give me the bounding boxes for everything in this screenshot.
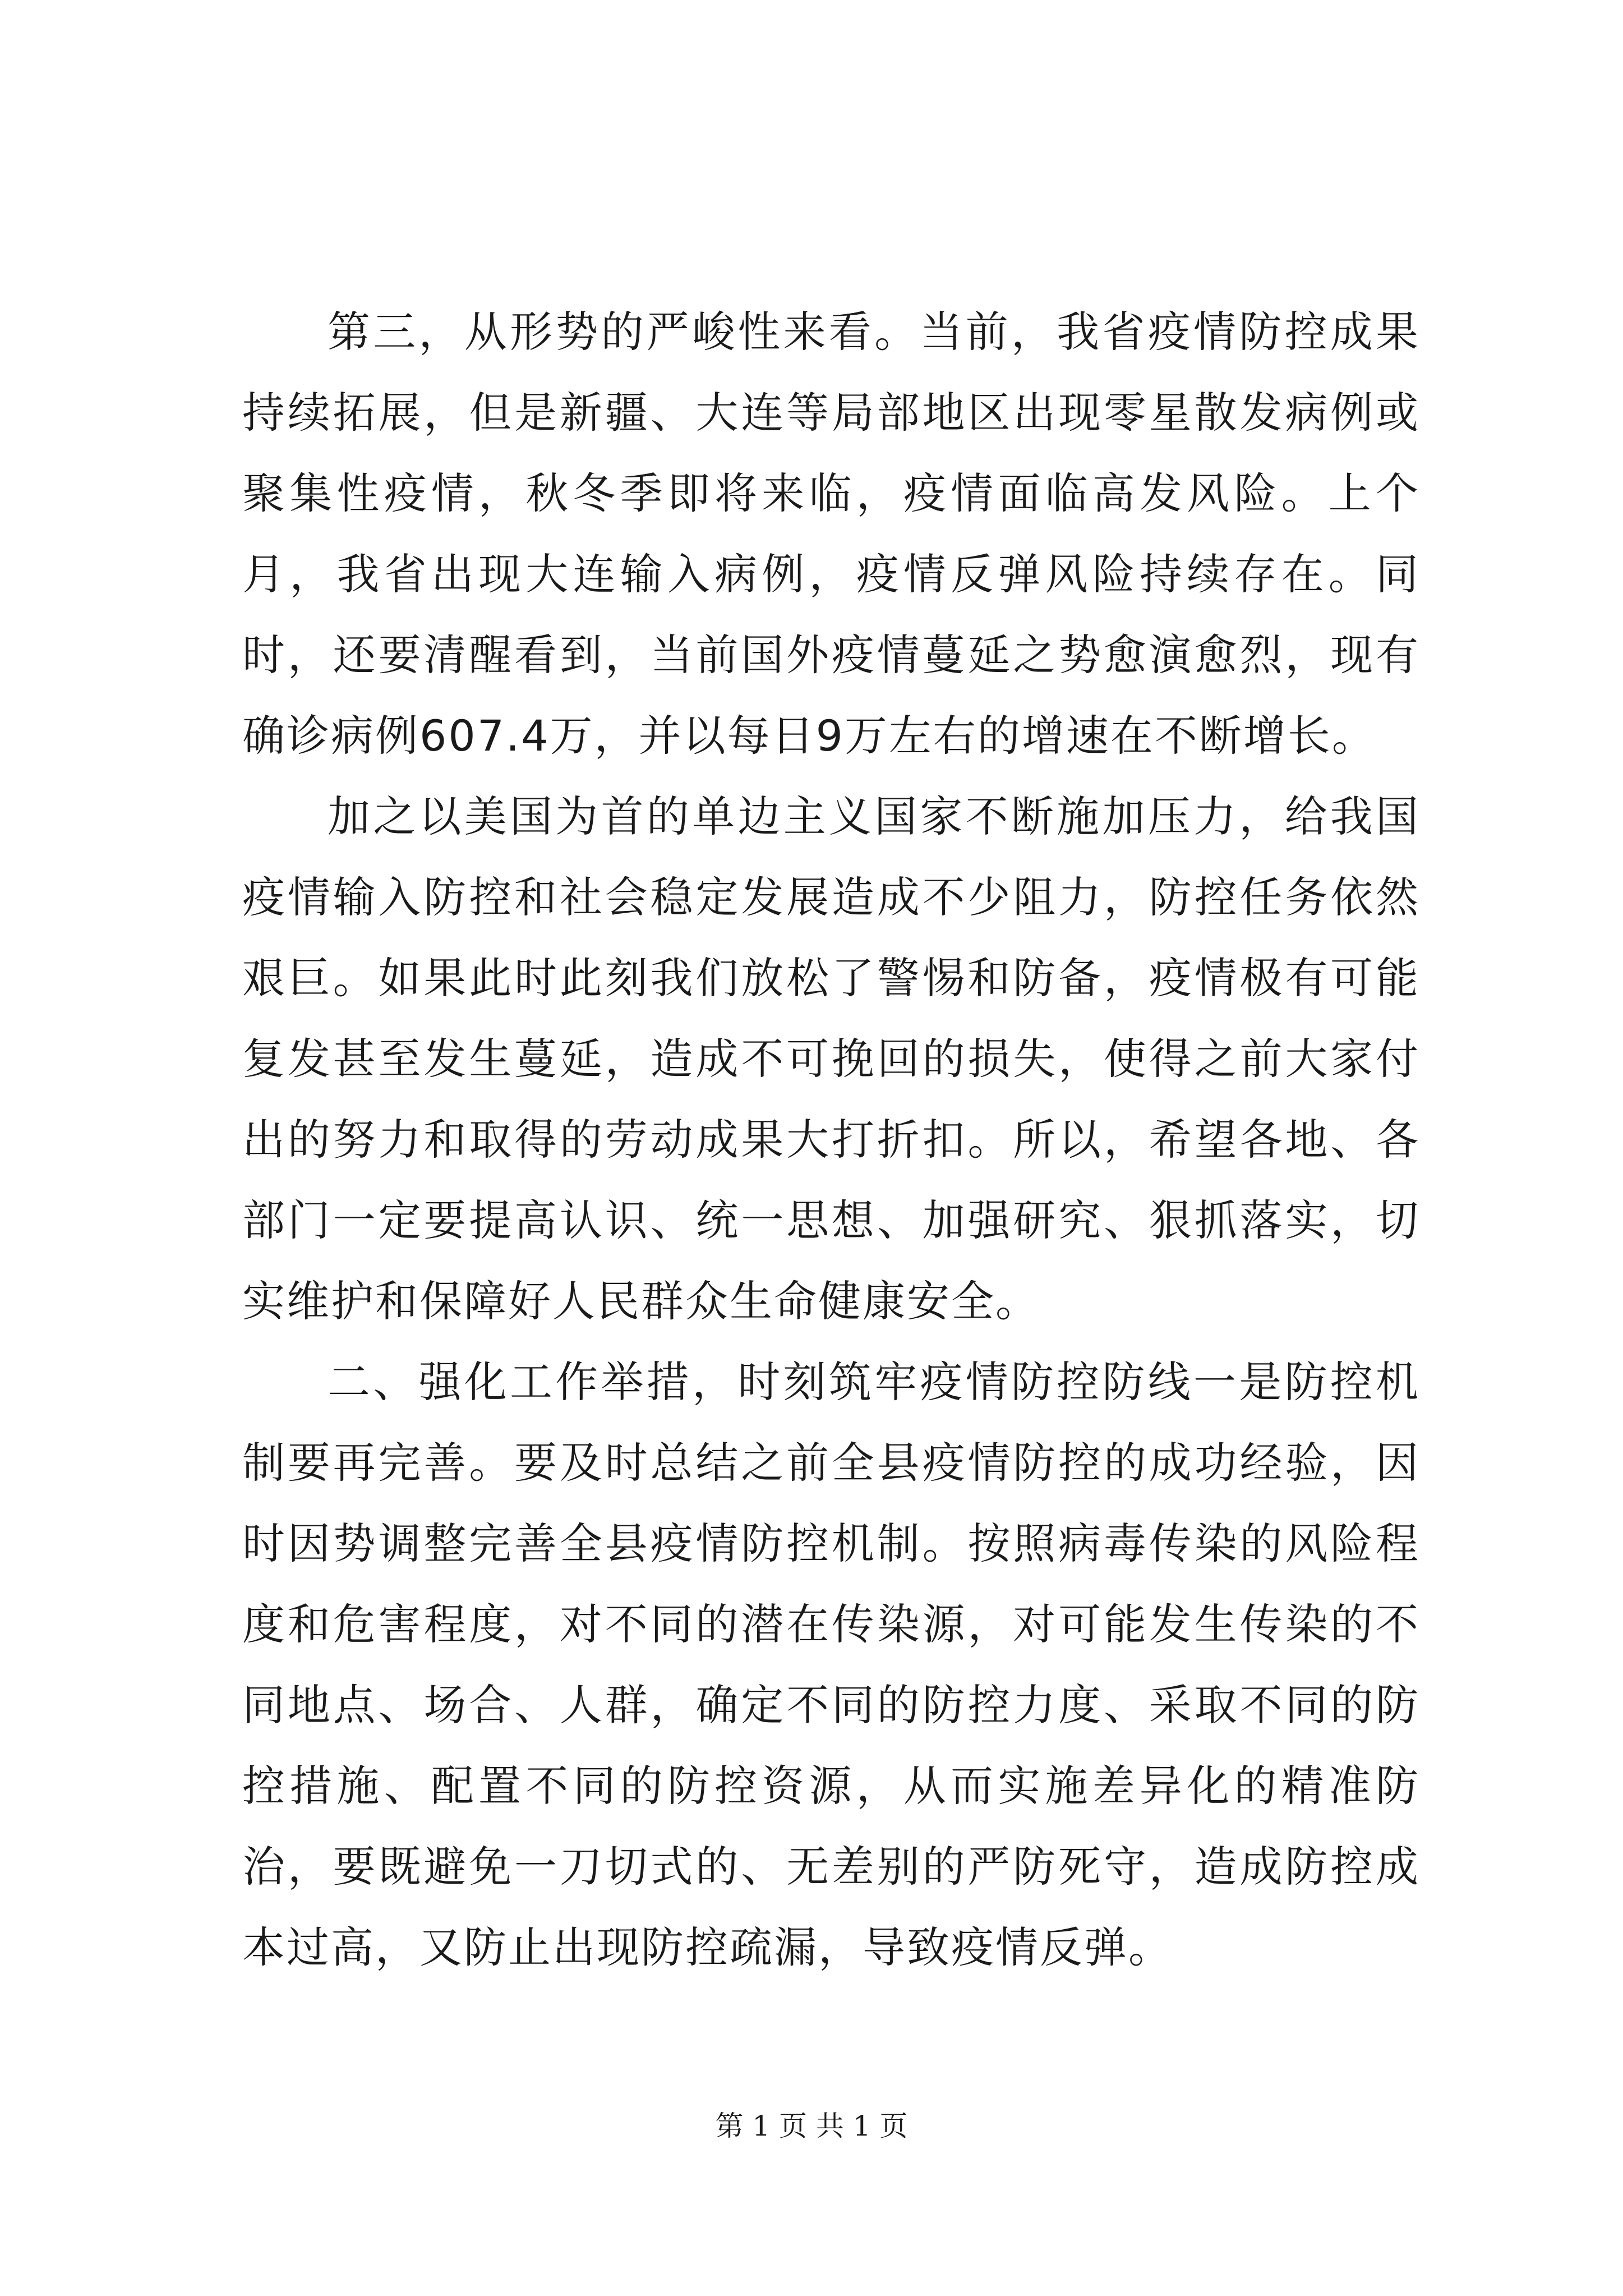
document-body: [242, 292, 1420, 1988]
paragraph-strengthen-measures: 二、强化工作举措，时刻筑牢疫情防控防线一是防控机制要再完善。要及时总结之前全县疫情防控的成功经验，因时因势调整完善全县疫情防控机制。按照病毒传染的风险程度和危害程度，对不同的潜在传染源，对可能发生传染的不同地点、场合、人群，确定不同的防控力度、采取不同的防控措施、配置不同的防控资源，从而实施差异化的精准防治，要既避免一刀切式的、无差别的严防死守，造成防控成本过高，又防止出现防控疏漏，导致疫情反弹。: [242, 1357, 1420, 1972]
paragraph-situation-severity: 第三，从形势的严峻性来看。当前，我省疫情防控成果持续拓展，但是新疆、大连等局部地区出现零星散发病例或聚集性疫情，秋冬季即将来临，疫情面临高发风险。上个月，我省出现大连输入病例，疫情反弹风险持续存在。同时，还要清醒看到，当前国外疫情蔓延之势愈演愈烈，现有确诊病例607.4万，并以每日9万左右的增速在不断增长。: [242, 307, 1420, 761]
paragraph-external-pressure: 加之以美国为首的单边主义国家不断施加压力，给我国疫情输入防控和社会稳定发展造成不少阻力，防控任务依然艰巨。如果此时此刻我们放松了警惕和防备，疫情极有可能复发甚至发生蔓延，造成不可挽回的损失，使得之前大家付出的努力和取得的劳动成果大打折扣。所以，希望各地、各部门一定要提高认识、统一思想、加强研究、狠抓落实，切实维护和保障好人民群众生命健康安全。: [242, 792, 1420, 1326]
page-number-footer: 第 1 页 共 1 页: [715, 2110, 908, 2142]
